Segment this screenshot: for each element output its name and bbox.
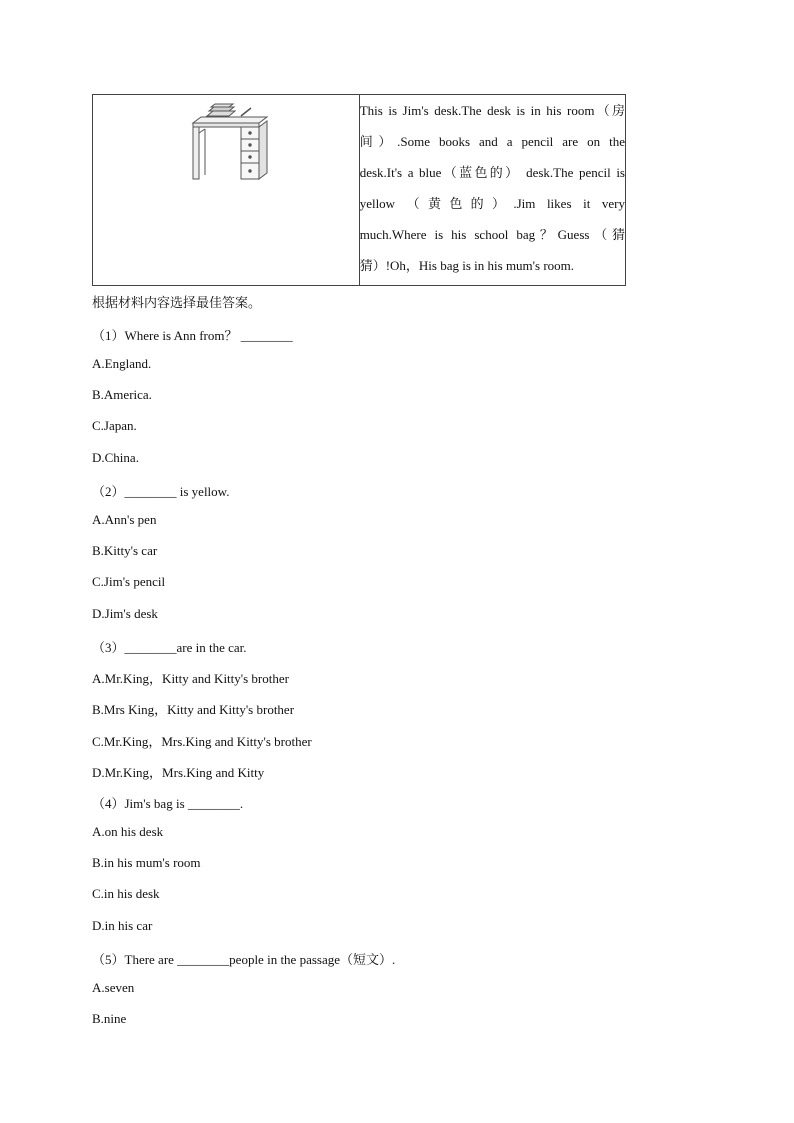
desk-illustration: [189, 103, 269, 185]
question-stem: （1）Where is Ann from？ ________: [92, 328, 293, 343]
answer-option[interactable]: C.Mr.King，Mrs.King and Kitty's brother: [92, 734, 312, 749]
passage-table: [92, 94, 626, 286]
passage-line: yellow （黄色的）.Jim likes it very: [359, 196, 625, 211]
answer-option[interactable]: A.on his desk: [92, 824, 164, 839]
answer-option[interactable]: A.seven: [92, 980, 135, 995]
answer-option[interactable]: D.China.: [92, 450, 139, 465]
passage-line: 间）.Some books and a pencil are on the: [359, 134, 625, 149]
passage-line: 猜）!Oh，His bag is in his mum's room.: [359, 258, 575, 273]
passage-line: This is Jim's desk.The desk is in his room（房: [359, 103, 625, 118]
passage-text: [360, 95, 625, 281]
answer-option[interactable]: C.in his desk: [92, 886, 160, 901]
passage-cell: [359, 95, 625, 286]
picture-cell: [93, 95, 360, 286]
question-stem: （4）Jim's bag is ________.: [92, 796, 244, 811]
answer-option[interactable]: B.America.: [92, 387, 152, 402]
answer-option[interactable]: B.in his mum's room: [92, 855, 201, 870]
question-stem: （5）There are ________people in the passage（短文）.: [92, 952, 396, 967]
passage-line: much.Where is his school bag？Guess（猜: [359, 227, 625, 242]
answer-option[interactable]: A.Mr.King，Kitty and Kitty's brother: [92, 671, 289, 686]
answer-option[interactable]: A.England.: [92, 356, 152, 371]
passage-line: desk.It's a blue（蓝色的） desk.The pencil is: [359, 165, 625, 180]
question-stem: （3）________are in the car.: [92, 640, 247, 655]
answer-option[interactable]: C.Jim's pencil: [92, 574, 166, 589]
question-stem: （2）________ is yellow.: [92, 484, 230, 499]
answer-option[interactable]: D.Mr.King，Mrs.King and Kitty: [92, 765, 265, 780]
instruction-text: 根据材料内容选择最佳答案。: [92, 295, 262, 310]
answer-option[interactable]: A.Ann's pen: [92, 512, 157, 527]
answer-option[interactable]: C.Japan.: [92, 418, 137, 433]
answer-option[interactable]: B.nine: [92, 1011, 127, 1026]
answer-option[interactable]: B.Kitty's car: [92, 543, 158, 558]
answer-option[interactable]: D.in his car: [92, 918, 153, 933]
answer-option[interactable]: D.Jim's desk: [92, 606, 158, 621]
answer-option[interactable]: B.Mrs King，Kitty and Kitty's brother: [92, 702, 295, 717]
